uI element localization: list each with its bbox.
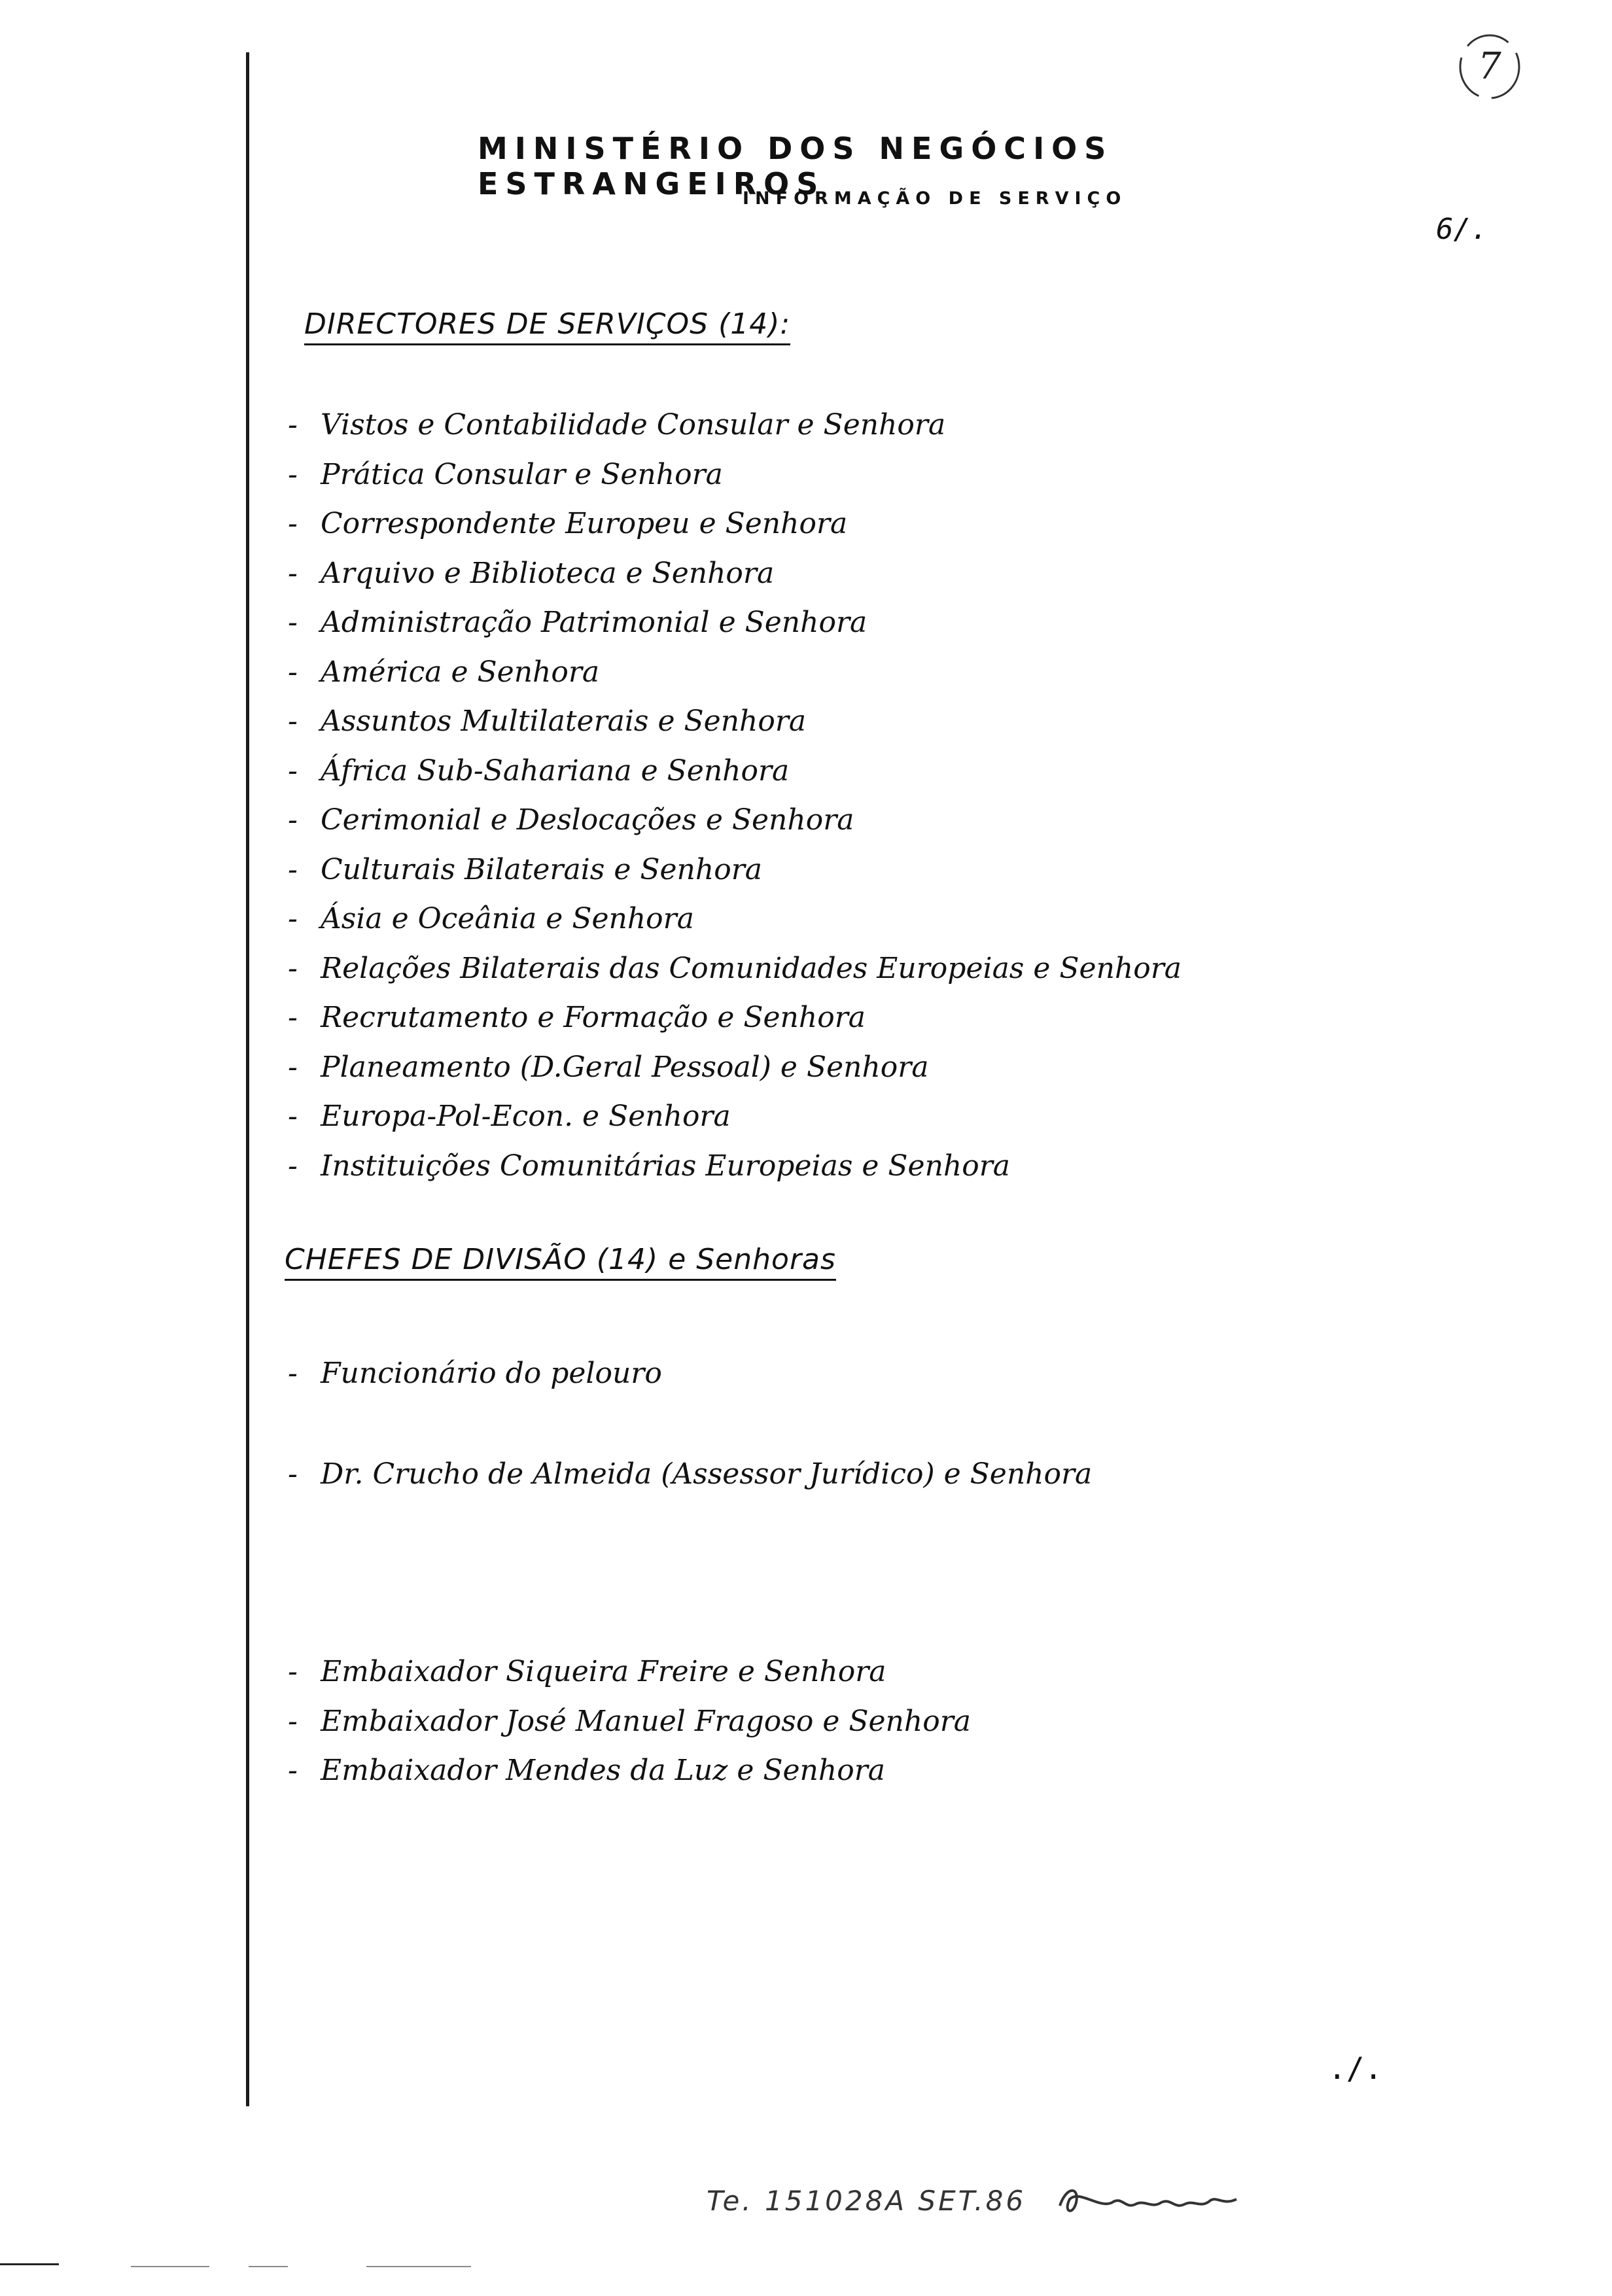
list-dash: - [288,606,298,639]
list-item-text: Correspondente Europeu e Senhora [321,507,848,540]
list-dash: - [288,1100,298,1133]
list-dash: - [288,754,298,788]
ambassadors-list [288,1647,971,1796]
division-heads-list [288,1349,662,1399]
list-dash: - [288,1050,298,1084]
division-heads-heading: CHEFES DE DIVISÃO (14) e Senhoras [285,1243,836,1281]
list-item-text: Europa-Pol-Econ. e Senhora [321,1100,731,1133]
page-stamp [1454,26,1526,105]
list-item [288,648,1182,697]
list-item [288,1349,662,1399]
list-item [288,1092,1182,1141]
list-dash: - [288,457,298,491]
list-item [288,993,1182,1043]
list-item-text: Embaixador Mendes da Luz e Senhora [321,1754,885,1787]
list-dash: - [288,1357,298,1390]
list-item [288,549,1182,599]
list-dash: - [288,408,298,442]
legal-advisor-list [288,1450,1092,1499]
list-dash: - [288,507,298,540]
list-item-text: Prática Consular e Senhora [321,457,723,491]
list-item-text: África Sub-Sahariana e Senhora [321,754,790,788]
list-dash: - [288,1001,298,1034]
list-dash: - [288,1149,298,1183]
footer-dash [131,2266,209,2267]
list-item [288,944,1182,994]
list-item [288,746,1182,796]
list-dash: - [288,556,298,590]
list-item-text: Arquivo e Biblioteca e Senhora [321,556,775,590]
list-item-text: Instituições Comunitárias Europeias e Senhora [321,1149,1011,1183]
list-item-text: Cerimonial e Deslocações e Senhora [321,803,854,837]
list-item [288,1647,971,1697]
document-subtitle: INFORMAÇÃO DE SERVIÇO [743,188,1127,209]
list-dash: - [288,902,298,935]
list-dash: - [288,1655,298,1688]
footer-rule [0,2263,59,2265]
handwritten-signature [1053,2173,1250,2225]
list-dash: - [288,1754,298,1787]
list-item [288,697,1182,746]
list-item-text: Recrutamento e Formação e Senhora [321,1001,866,1034]
list-item [288,450,1182,500]
list-item [288,1697,971,1747]
list-item-text: Administração Patrimonial e Senhora [321,606,867,639]
list-item-text: Embaixador José Manuel Fragoso e Senhora [321,1704,971,1738]
page-number: 6/. [1436,213,1488,246]
list-item-text: Ásia e Oceânia e Senhora [321,902,694,935]
list-item-text: Vistos e Contabilidade Consular e Senhora [321,408,946,442]
list-item [288,1450,1092,1499]
list-item [288,795,1182,845]
list-item-text: Culturais Bilaterais e Senhora [321,852,762,886]
list-item [288,894,1182,944]
list-item-text: América e Senhora [321,655,600,689]
list-item [288,1043,1182,1092]
ministry-title: MINISTÉRIO DOS NEGÓCIOS ESTRANGEIROS [478,131,1113,201]
list-item-text: Funcionário do pelouro [321,1357,662,1390]
list-item [288,845,1182,895]
list-item [288,1746,971,1796]
continuation-mark: ./. [1328,2051,1383,2086]
list-item-text: Assuntos Multilaterais e Senhora [321,704,807,738]
list-dash: - [288,951,298,985]
margin-line [246,52,249,2106]
reference-stamp: Te. 151028A SET.86 [707,2185,1026,2217]
directors-heading: DIRECTORES DE SERVIÇOS (14): [304,307,790,345]
list-dash: - [288,852,298,886]
list-item-text: Planeamento (D.Geral Pessoal) e Senhora [321,1050,929,1084]
footer-dash [366,2266,471,2267]
list-dash: - [288,1457,298,1491]
list-item [288,598,1182,648]
list-item [288,400,1182,450]
list-dash: - [288,655,298,689]
list-dash: - [288,1704,298,1738]
list-item [288,1141,1182,1191]
list-dash: - [288,704,298,738]
list-item [288,499,1182,549]
list-item-text: Dr. Crucho de Almeida (Assessor Jurídico) e Senhora [321,1457,1093,1491]
directors-list [288,400,1182,1191]
list-item-text: Embaixador Siqueira Freire e Senhora [321,1655,886,1688]
stamp-number: 7 [1478,45,1501,88]
footer-dash [249,2266,288,2267]
list-item-text: Relações Bilaterais das Comunidades Europeias e Senhora [321,951,1182,985]
list-dash: - [288,803,298,837]
